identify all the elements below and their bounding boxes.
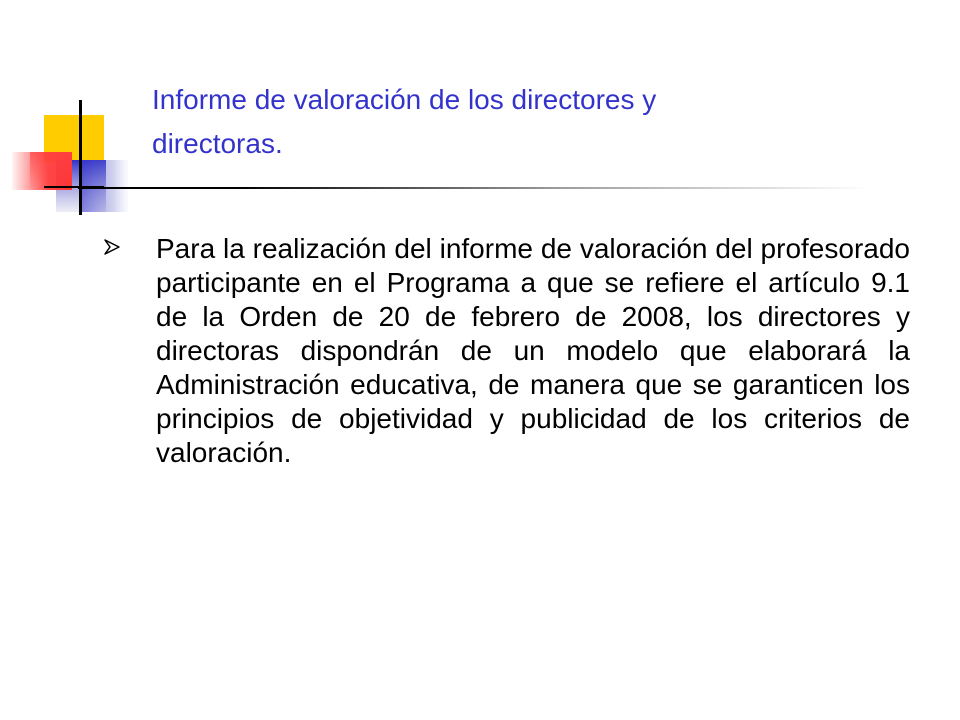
bullet-list	[0, 232, 960, 470]
red-square-glow	[30, 152, 72, 190]
arrow-bullet-icon	[104, 239, 120, 255]
bullet-text: Para la realización del informe de valoración del profesorado participante en el Programa a que se refiere el artículo 9.1 de la Orden de 20 de febrero de 2008, los directores y directoras dispondrán de un modelo que elaborará la Administración educativa, de manera que se garanticen los principios de objetividad y publicidad de los criterios de valoración.	[156, 233, 910, 468]
logo-vertical-line	[79, 100, 82, 215]
title-divider	[78, 187, 870, 189]
slide-title-line-2: directoras.	[152, 128, 283, 159]
slide-title	[152, 78, 852, 166]
bullet-item	[0, 232, 960, 470]
slide-title-line-1: Informe de valoración de los directores y	[152, 84, 657, 115]
